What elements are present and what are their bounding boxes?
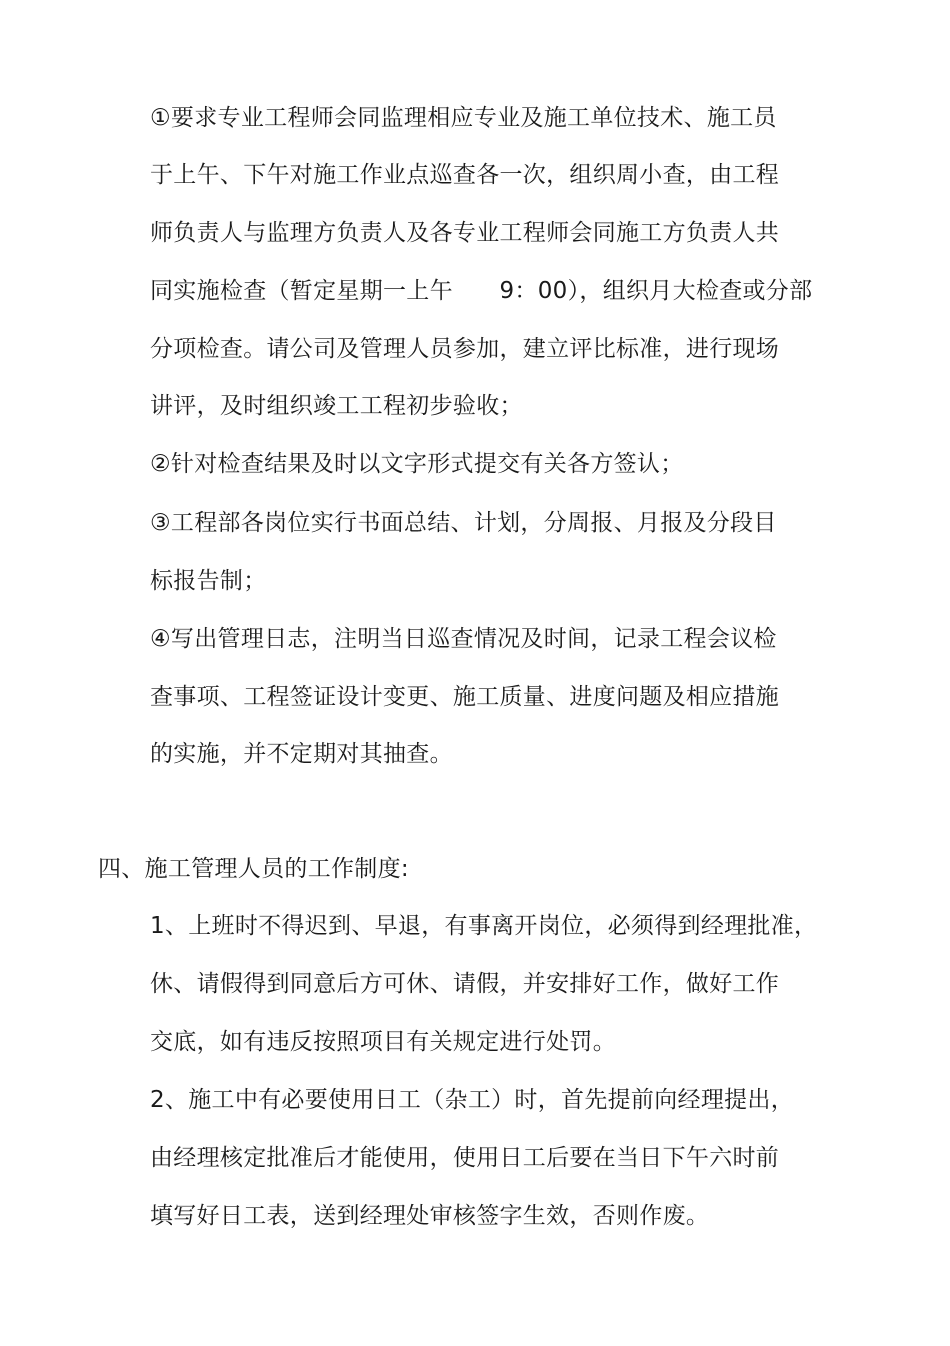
text-line: 标报告制； (150, 568, 267, 594)
text-line: 同实施检查（暂定星期一上午 9：00），组织月大检查或分部 (150, 278, 813, 304)
text-line: 的实施，并不定期对其抽查。 (150, 741, 453, 767)
text-line: ②针对检查结果及时以文字形式提交有关各方签认； (150, 451, 684, 477)
text-line: 填写好日工表，送到经理处审核签字生效，否则作废。 (150, 1203, 710, 1229)
text-line: 师负责人与监理方负责人及各专业工程师会同施工方负责人共 (150, 220, 780, 246)
text-line: ③工程部各岗位实行书面总结、计划，分周报、月报及分段目 (150, 510, 777, 536)
text-line: 2、施工中有必要使用日工（杂工）时，首先提前向经理提出， (150, 1087, 795, 1113)
text-line: 于上午、下午对施工作业点巡查各一次，组织周小查，由工程 (150, 162, 780, 188)
text-line: 讲评，及时组织竣工工程初步验收； (150, 393, 523, 419)
text-line: 交底，如有违反按照项目有关规定进行处罚。 (150, 1029, 616, 1055)
text-line: 分项检查。请公司及管理人员参加，建立评比标准，进行现场 (150, 336, 780, 362)
text-line: 查事项、工程签证设计变更、施工质量、进度问题及相应措施 (150, 684, 780, 710)
text-line: 休、请假得到同意后方可休、请假，并安排好工作，做好工作 (150, 971, 780, 997)
text-line: 1、上班时不得迟到、早退，有事离开岗位，必须得到经理批准， (150, 913, 818, 939)
text-line: ①要求专业工程师会同监理相应专业及施工单位技术、施工员 (150, 105, 777, 131)
text-line: 由经理核定批准后才能使用，使用日工后要在当日下午六时前 (150, 1145, 780, 1171)
text-line: ④写出管理日志，注明当日巡查情况及时间，记录工程会议检 (150, 626, 777, 652)
section-heading: 四、施工管理人员的工作制度: (98, 856, 409, 882)
